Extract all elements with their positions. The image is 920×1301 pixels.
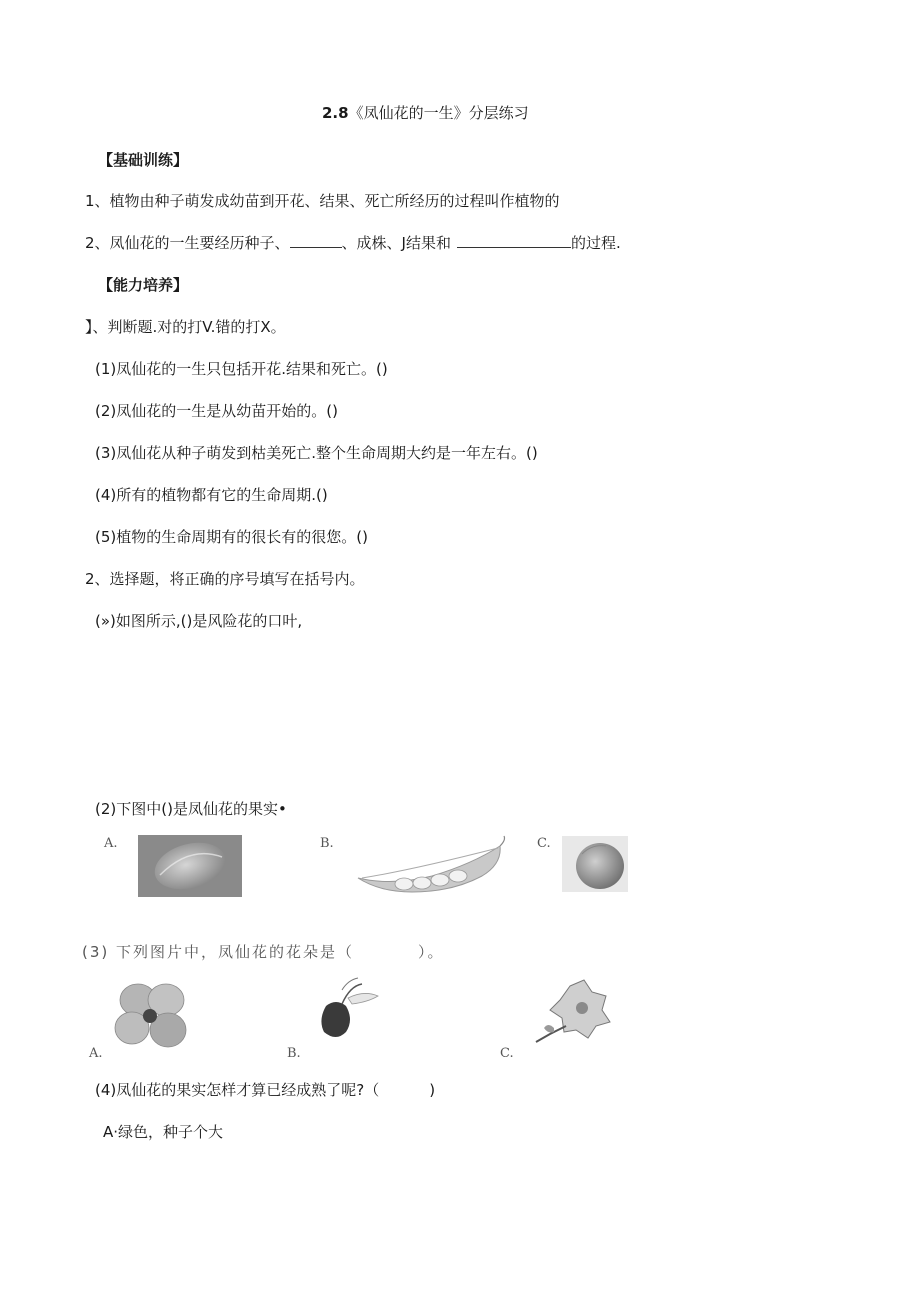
- judge-item-2: (2)凤仙花的一生是从幼苗开始的。(): [95, 402, 338, 420]
- q4-text: (4)凤仙花的果实怎样才算已经成熟了呢?（: [95, 1081, 380, 1099]
- fruit-image-b: [352, 834, 508, 894]
- fruit-option-c-label: C.: [537, 836, 551, 851]
- q2-part-a: 2、凤仙花的一生要经历种子、: [85, 234, 290, 252]
- choice-question-1: (»)如图所示,()是风险花的口叶,: [95, 612, 303, 630]
- judge-heading: 】、判断题.对的打V.错的打X。: [85, 318, 286, 336]
- q2-blank-2[interactable]: [457, 233, 571, 248]
- choice-question-4: [95, 1080, 435, 1100]
- section-ability-heading: 【能力培养】: [98, 276, 189, 294]
- judge-item-4: (4)所有的植物都有它的生命周期.(): [95, 486, 328, 504]
- title-text: 《凤仙花的一生》分层练习: [348, 104, 529, 122]
- choice-question-2: (2)下图中()是凤仙花的果实•: [95, 800, 287, 818]
- q2-blank-1[interactable]: [290, 233, 342, 248]
- judge-item-3: (3)凤仙花从种子萌发到枯美死亡.整个生命周期大约是一年左右。(): [95, 444, 538, 462]
- q3-part-b: ）。: [418, 943, 445, 961]
- basic-question-1: 1、植物由种子萌发成幼苗到开花、结果、死亡所经历的过程叫作植物的: [85, 192, 560, 210]
- flower-image-a: [110, 978, 192, 1054]
- flower-image-c: [526, 978, 612, 1046]
- judge-item-1: (1)凤仙花的一生只包括开花.结果和死亡。(): [95, 360, 388, 378]
- flower-option-c-label: C.: [500, 1046, 514, 1061]
- basic-question-2: [85, 233, 621, 253]
- title-number: 2.8: [322, 104, 349, 122]
- fruit-image-a: [138, 835, 242, 897]
- q4-close: ): [429, 1081, 436, 1099]
- q2-part-c: 的过程.: [570, 234, 621, 252]
- q4-option-a: A·绿色，种子个大: [103, 1123, 224, 1141]
- q3-part-a: (3) 下列图片中，凤仙花的花朵是（: [82, 943, 355, 961]
- judge-item-5: (5)植物的生命周期有的很长有的很您。(): [95, 528, 368, 546]
- flower-option-b-label: B.: [287, 1046, 301, 1061]
- q2-part-b: 、成株、J结果和: [341, 234, 451, 252]
- section-basic-heading: 【基础训练】: [98, 151, 189, 169]
- choice-question-3: [82, 941, 445, 962]
- flower-image-b: [312, 976, 384, 1046]
- page-title: [322, 103, 529, 123]
- flower-option-a-label: A.: [89, 1046, 103, 1061]
- fruit-image-c: [562, 836, 628, 892]
- choice-heading: 2、选择题，将正确的序号填写在括号内。: [85, 570, 365, 588]
- fruit-option-a-label: A.: [104, 836, 118, 851]
- fruit-option-b-label: B.: [320, 836, 334, 851]
